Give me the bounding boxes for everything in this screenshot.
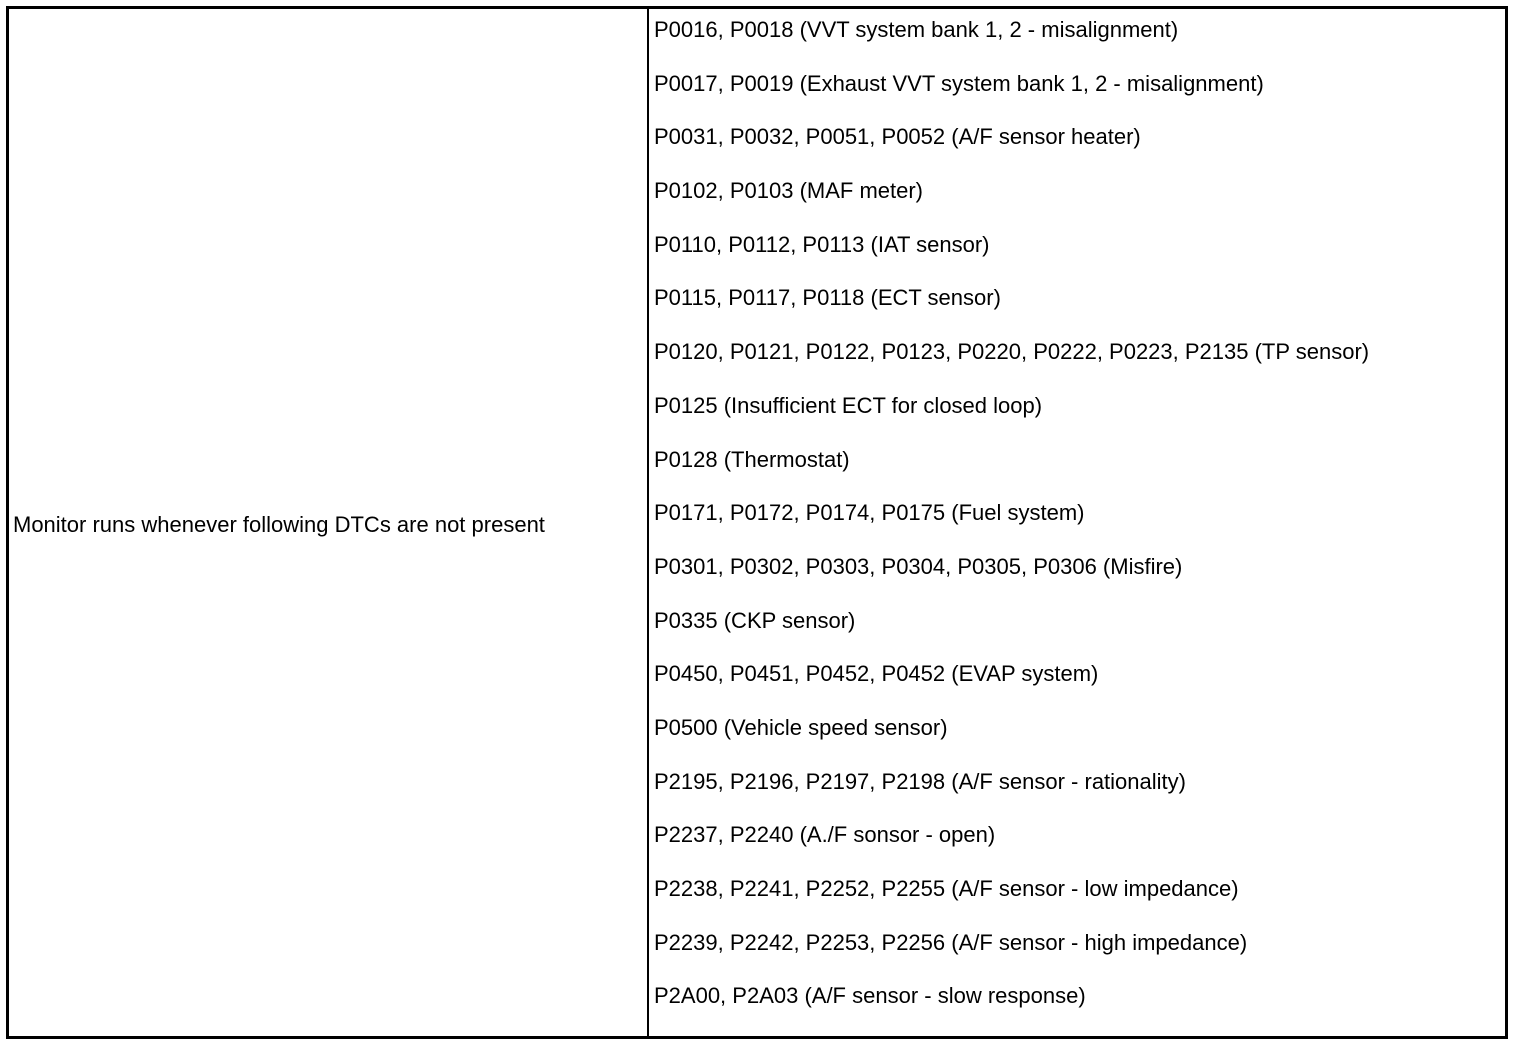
dtc-table [6,6,1508,1039]
dtc-item: P2A00, P2A03 (A/F sensor - slow response) [654,983,1086,1009]
dtc-item: P0017, P0019 (Exhaust VVT system bank 1, 2 - misalignment) [654,70,1264,96]
dtc-item: P0128 (Thermostat) [654,446,850,472]
dtc-item: P0120, P0121, P0122, P0123, P0220, P0222, P0223, P2135 (TP sensor) [654,339,1370,365]
dtc-list-cell [649,9,1505,1036]
dtc-item: P0125 (Insufficient ECT for closed loop) [654,392,1043,418]
dtc-item: P0500 (Vehicle speed sensor) [654,714,948,740]
dtc-item: P0450, P0451, P0452, P0452 (EVAP system) [654,661,1099,687]
dtc-item: P0031, P0032, P0051, P0052 (A/F sensor heater) [654,124,1141,150]
dtc-item: P0171, P0172, P0174, P0175 (Fuel system) [654,500,1085,526]
dtc-item: P0335 (CKP sensor) [654,607,856,633]
condition-cell [9,9,649,1036]
dtc-item: P2238, P2241, P2252, P2255 (A/F sensor - low impedance) [654,876,1239,901]
dtc-item: P0102, P0103 (MAF meter) [654,178,924,204]
dtc-item: P0016, P0018 (VVT system bank 1, 2 - misalignment) [654,17,1179,42]
monitor-condition-text: Monitor runs whenever following DTCs are not present [13,511,545,537]
dtc-item: P2195, P2196, P2197, P2198 (A/F sensor - rationality) [654,768,1186,794]
dtc-item: P0115, P0117, P0118 (ECT sensor) [654,285,1001,311]
dtc-item: P0110, P0112, P0113 (IAT sensor) [654,231,990,257]
dtc-item: P2239, P2242, P2253, P2256 (A/F sensor - high impedance) [654,929,1248,955]
dtc-item: P0301, P0302, P0303, P0304, P0305, P0306 (Misfire) [654,553,1183,579]
dtc-item: P2237, P2240 (A./F sonsor - open) [654,822,996,848]
